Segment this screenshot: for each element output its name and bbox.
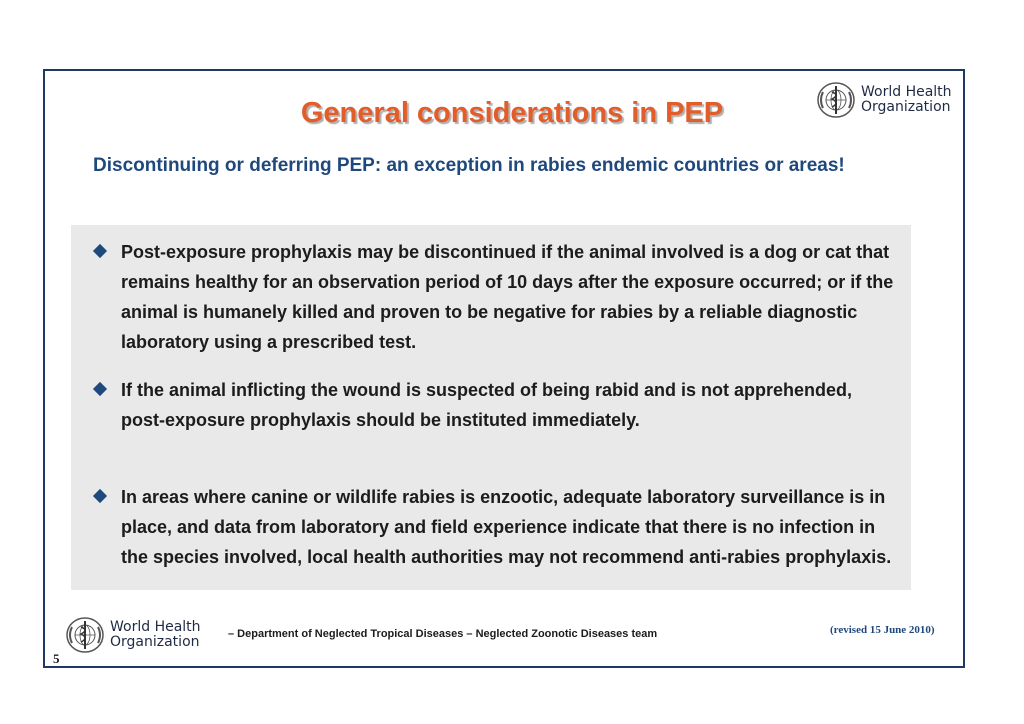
content-box bbox=[71, 225, 911, 590]
diamond-bullet-icon bbox=[93, 489, 107, 503]
bullet-text: Post-exposure prophylaxis may be discontinued if the animal involved is a dog or cat that remains healthy for an observation period of 10 days after the exposure occurred; or if the animal is humanely killed and proven to be negative for rabies by a reliable diagnostic laboratory using a prescribed test. bbox=[121, 242, 894, 352]
diamond-bullet-icon bbox=[93, 382, 107, 396]
bullet-text: If the animal inflicting the wound is suspected of being rabid and is not apprehended, post-exposure prophylaxis should be instituted immediately. bbox=[121, 380, 853, 430]
who-emblem-icon bbox=[64, 615, 106, 655]
logo-line1: World Health bbox=[861, 84, 952, 100]
footer-department: – Department of Neglected Tropical Diseases – Neglected Zoonotic Diseases team bbox=[228, 628, 658, 640]
logo-line2: Organization bbox=[110, 634, 200, 650]
slide-subtitle: Discontinuing or deferring PEP: an exception in rabies endemic countries or areas! bbox=[93, 155, 845, 176]
bullet-item bbox=[95, 375, 895, 435]
who-logo-bottom bbox=[64, 615, 201, 655]
page-number: 5 bbox=[53, 651, 60, 666]
bullet-item bbox=[95, 482, 895, 572]
page-title: General considerations in PEP bbox=[300, 97, 724, 129]
revised-date: (revised 15 June 2010) bbox=[830, 624, 935, 636]
diamond-bullet-icon bbox=[93, 244, 107, 258]
logo-line1: World Health bbox=[110, 619, 201, 635]
logo-line2: Organization bbox=[861, 99, 951, 115]
bullet-text: In areas where canine or wildlife rabies is enzootic, adequate laboratory surveillance is in place, and data from laboratory and field experience indicate that there is no infection in the species involved, local health authorities may not recommend anti-rabies prophylaxis. bbox=[121, 487, 892, 567]
bullet-item bbox=[95, 237, 895, 357]
